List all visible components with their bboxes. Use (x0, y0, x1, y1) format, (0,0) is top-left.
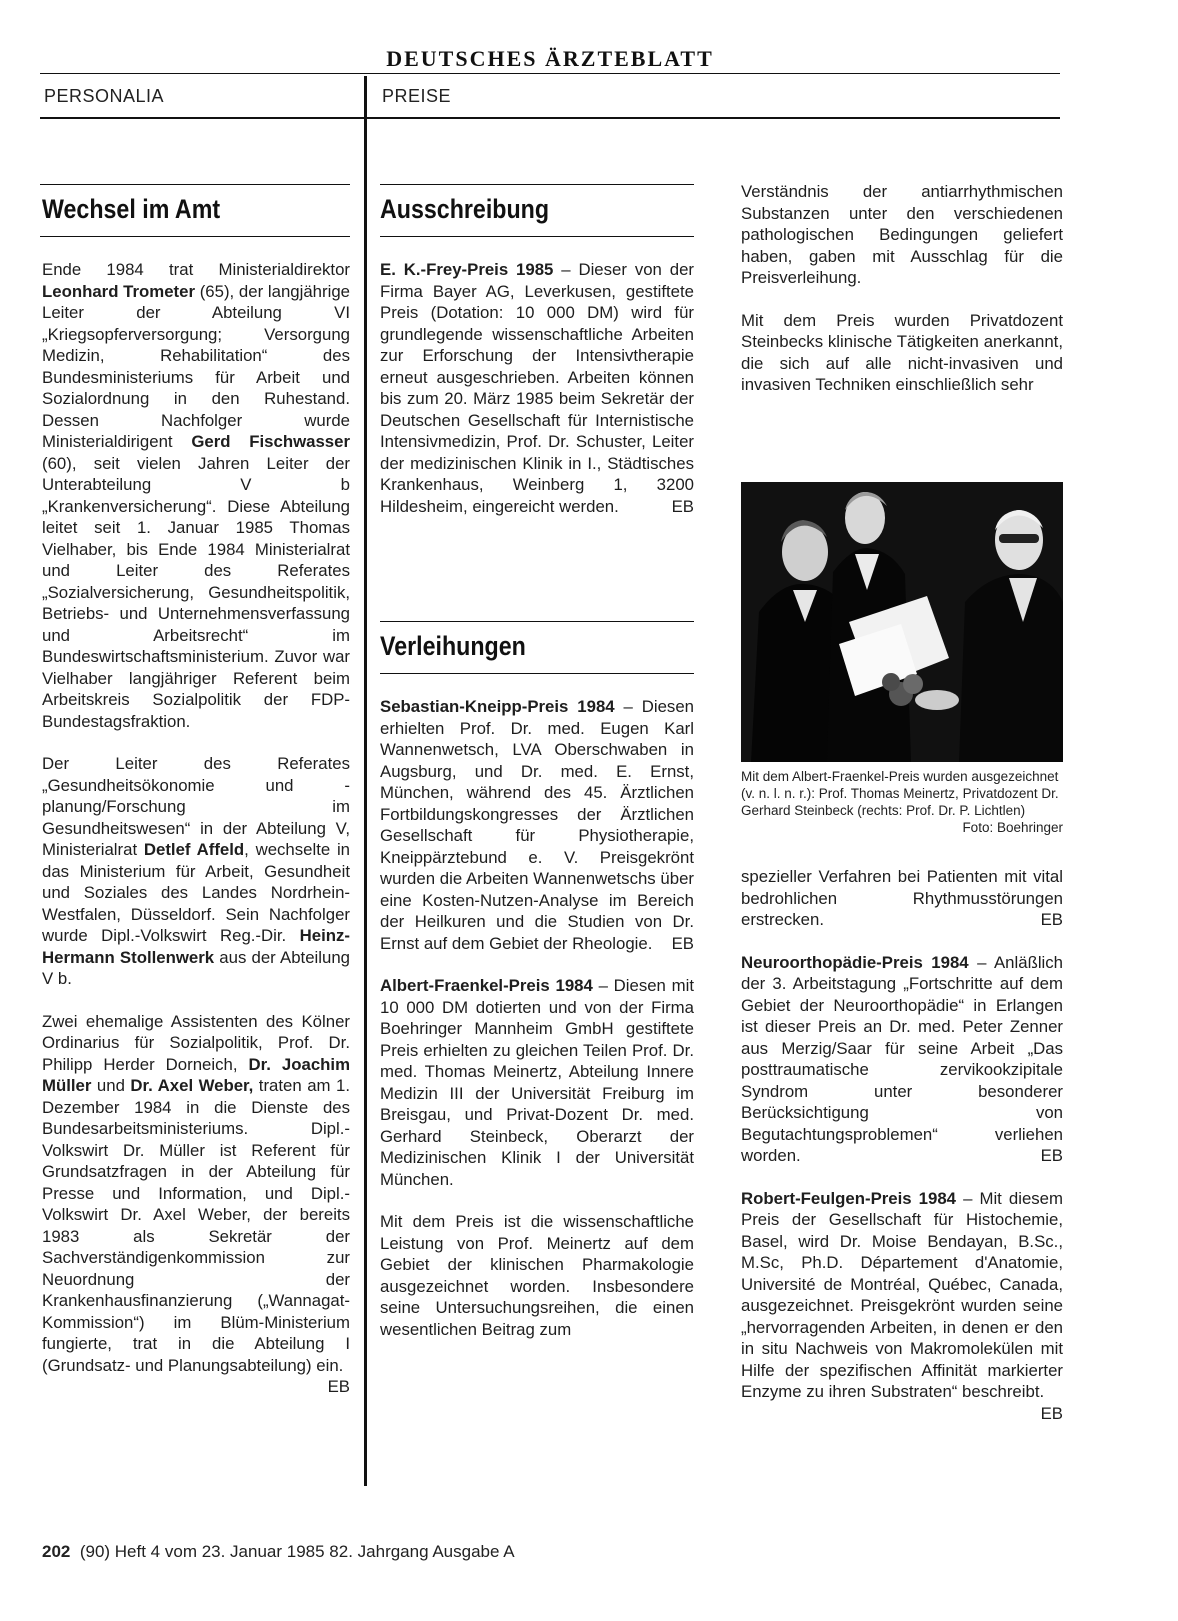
masthead: DEUTSCHES ÄRZTEBLATT (386, 46, 714, 71)
paragraph (380, 259, 694, 517)
section-rule (40, 117, 1060, 119)
author-initials: EB (1040, 910, 1063, 929)
heading-rule-top (380, 184, 694, 185)
prize-name: Sebastian-Kneipp-Preis 1984 (380, 697, 615, 716)
text: – Mit diesem Preis der Gesellschaft für Histochemie, Basel, wird Dr. Moise Bendayan, B.Sc., M.Sc, Ph.D. Département d'Anatomie, Université de Montréal, Québec, Canada, ausgezeichnet. Preisgekrönt wurden seine „hervorragenden Arbeiten, in denen er den in situ Nachweis von Makromolekülen mit Hilfe der spezifischen Affinität markierter Enzyme zu ihren Substraten“ beschreibt. (741, 1188, 1063, 1401)
paragraph: Mit dem Preis ist die wissenschaftliche Leistung von Prof. Meinertz auf dem Gebiet der klinischen Pharmakologie ausgezeichnet worden. Insbesondere seine Untersuchungsreihen, die einen wesentlichen Beitrag zum (380, 1212, 694, 1339)
text: – Diesen erhielten Prof. Dr. med. Eugen Karl Wannenwetsch, LVA Oberschwaben in Augsburg, und Dr. med. E. Ernst, München, während des 45. Ärztlichen Fortbildungskongresses der Ärztlichen Gesellschaft für Physiotherapie, Kneippärztebund e. V. Preisgekrönt wurden die Arbeiten Wannenwetschs über eine Kosten-Nutzen-Analyse im Bereich der Heilkuren und die Studien von Dr. Ernst auf dem Gebiet der Rheologie. (380, 697, 694, 953)
prize-name: Robert-Feulgen-Preis 1984 (741, 1188, 957, 1208)
section-label-personalia: PERSONALIA (44, 86, 165, 106)
prize-name: E. K.-Frey-Preis 1985 (380, 260, 554, 279)
article-frey-preis (380, 259, 694, 517)
author-initials: EB (1040, 1146, 1063, 1165)
paragraph (380, 696, 694, 954)
paragraph: Verständnis der antiarrhythmischen Substanzen unter den verschiedenen pathologischen Bedingungen geliefert haben, gaben mit Ausschlag für die Preisverleihung. (741, 182, 1063, 287)
heading-rule-bottom (380, 236, 694, 237)
author-initials: EB (1040, 1403, 1063, 1423)
heading-rule-top (40, 184, 350, 185)
text: spezieller Verfahren bei Patienten mit vital bedrohlichen Rhythmusstörungen erstrecken. (741, 867, 1063, 929)
paragraph (42, 1011, 350, 1396)
text: , wechselte in das Ministerium für Arbeit, Gesundheit und Soziales des Landes Nordrhein-Westfalen, Düsseldorf. Sein Nachfolger wurde Dipl.-Volkswirt Reg.-Dir. (42, 840, 351, 945)
text: Der Leiter des Referates „Gesundheitsökonomie und -planung/Forschung im Gesundheitswesen“ in der Abteilung V, Ministerialrat (42, 754, 350, 859)
paragraph: Mit dem Preis wurden Privatdozent Steinbecks klinische Tätigkeiten anerkannt, die sich auf alle nicht-invasiven und invasiven Techniken einschließlich sehr (741, 310, 1063, 394)
section-label-preise: PREISE (382, 86, 452, 106)
text: – Anläßlich der 3. Arbeitstagung „Fortschritte auf dem Gebiet der Neuroorthopädie“ in Erlangen ist dieser Preis an Dr. med. Peter Zenner aus Merzig/Saar für seine Arbeit „Das posttraumatische zervikookzipitale Syndrom unter besonderer Berücksichtigung von Begutachtungsproblemen“ verliehen worden. (741, 952, 1064, 1165)
paragraph (741, 1188, 1063, 1423)
column-divider (364, 76, 367, 1486)
name-trometer: Leonhard Trometer (42, 281, 195, 301)
caption-text: Mit dem Albert-Fraenkel-Preis wurden ausgezeichnet (v. n. l. n. r.): Prof. Thomas Meinertz, Privatdozent Dr. Gerhard Steinbeck (rechts: Prof. Dr. P. Lichtlen) (741, 769, 1059, 818)
text: traten am 1. Dezember 1984 in die Dienste des Bundesarbeitsministeriums. Dipl.-Volkswirt Dr. Müller ist Referent für Grundsatzfragen in der Abteilung für Presse und Information, und Dipl.-Volkswirt Dr. Axel Weber, der bereits 1983 als Sekretär der Sachverständigenkommission zur Neuordnung der Krankenhausfinanzierung („Wannagat-Kommission“) im Blüm-Ministerium fungierte, trat in die Abteilung I (Grundsatz- und Planungsabteilung) ein. (42, 1076, 350, 1375)
page-number: 202 (42, 1542, 71, 1561)
text: (60), seit vielen Jahren Leiter der Unterabteilung V b „Krankenversicherung“. Diese Abteilung leitet seit 1. Januar 1985 Thomas Vielhaber, bis Ende 1984 Ministerialrat und Leiter des Referates „Sozialversicherung, Gesundheitspolitik, Betriebs- und Unternehmensverfassung und Arbeitsrecht“ im Bundeswirtschaftsministerium. Zuvor war Vielhaber langjähriger Referent beim Arbeitskreis Sozialpolitik der FDP-Bundestagsfraktion. (42, 453, 350, 731)
paragraph (741, 952, 1063, 1167)
heading-ausschreibung: Ausschreibung (380, 194, 550, 224)
text: (65), der langjährige Leiter der Abteilung VI „Kriegsopferversorgung; Versorgung Medizin, Rehabilitation“ des Bundesministeriums für Arbeit und Sozialordnung in den Ruhestand. Dessen Nachfolger wurde Ministerialdirigent (42, 281, 350, 451)
masthead-rule (40, 73, 1060, 74)
article-continuation-2 (741, 866, 1063, 1424)
paragraph (741, 866, 1063, 931)
name-weber: Dr. Axel Weber, (130, 1076, 254, 1095)
name-fischwasser: Gerd Fischwasser (191, 432, 350, 451)
text: – Diesen mit 10 000 DM dotierten und von der Firma Boehringer Mannheim GmbH gestiftete Preis erhielten zu gleichen Teilen Prof. Dr. med. Thomas Meinertz, Abteilung Innere Medizin III der Universität Freiburg im Breisgau, und Privat-Dozent Dr. med. Gerhard Steinbeck, Oberarzt der Medizinischen Klinik I der Universität München. (380, 976, 695, 1189)
name-affeld: Detlef Affeld (143, 840, 245, 859)
issue-info: (90) Heft 4 vom 23. Januar 1985 82. Jahrgang Ausgabe A (79, 1542, 515, 1561)
article-continuation (741, 181, 1063, 396)
award-photo-image (741, 482, 1063, 762)
award-photo (741, 482, 1063, 762)
heading-rule-bottom (40, 236, 350, 237)
paragraph (42, 753, 350, 990)
photo-caption (741, 768, 1063, 836)
text: aus der Abteilung V b. (42, 947, 350, 988)
prize-name: Neuroorthopädie-Preis 1984 (741, 952, 969, 972)
article-verleihungen (380, 696, 694, 1340)
heading-verleihungen: Verleihungen (380, 631, 526, 661)
author-initials: EB (671, 496, 694, 516)
name-mueller: Dr. Joachim Müller (42, 1054, 350, 1095)
page-footer (42, 1542, 515, 1562)
column-personalia (42, 259, 350, 1398)
author-initials: EB (671, 933, 694, 953)
text: Ende 1984 trat Ministerialdirektor (42, 260, 350, 279)
text: – Dieser von der Firma Bayer AG, Leverkusen, gestiftete Preis (Dotation: 10 000 DM) wird für grundlegende wissenschaftliche Arbeiten zur Erforschung der Intensivtherapie erneut ausgeschrieben. Arbeiten können bis zum 20. März 1985 beim Sekretär der Deutschen Gesellschaft für Internistische Intensivmedizin, Prof. Dr. Schuster, Leiter der medizinischen Klinik in I., Städtisches Krankenhaus, Weinberg 1, 3200 Hildesheim, eingereicht werden. (380, 260, 694, 516)
heading-rule-top (380, 621, 694, 622)
heading-rule-bottom (380, 673, 694, 674)
paragraph (42, 259, 350, 732)
photo-credit: Foto: Boehringer (962, 820, 1063, 835)
author-initials: EB (327, 1377, 350, 1396)
paragraph (380, 975, 694, 1190)
text: Zwei ehemalige Assistenten des Kölner Ordinarius für Sozialpolitik, Prof. Dr. Philipp Herder Dorneich, (42, 1011, 350, 1074)
name-stollenwerk: Heinz-Hermann Stollenwerk (42, 926, 350, 967)
text: und (91, 1076, 131, 1095)
heading-wechsel-im-amt: Wechsel im Amt (42, 194, 221, 224)
prize-name: Albert-Fraenkel-Preis 1984 (380, 976, 593, 995)
